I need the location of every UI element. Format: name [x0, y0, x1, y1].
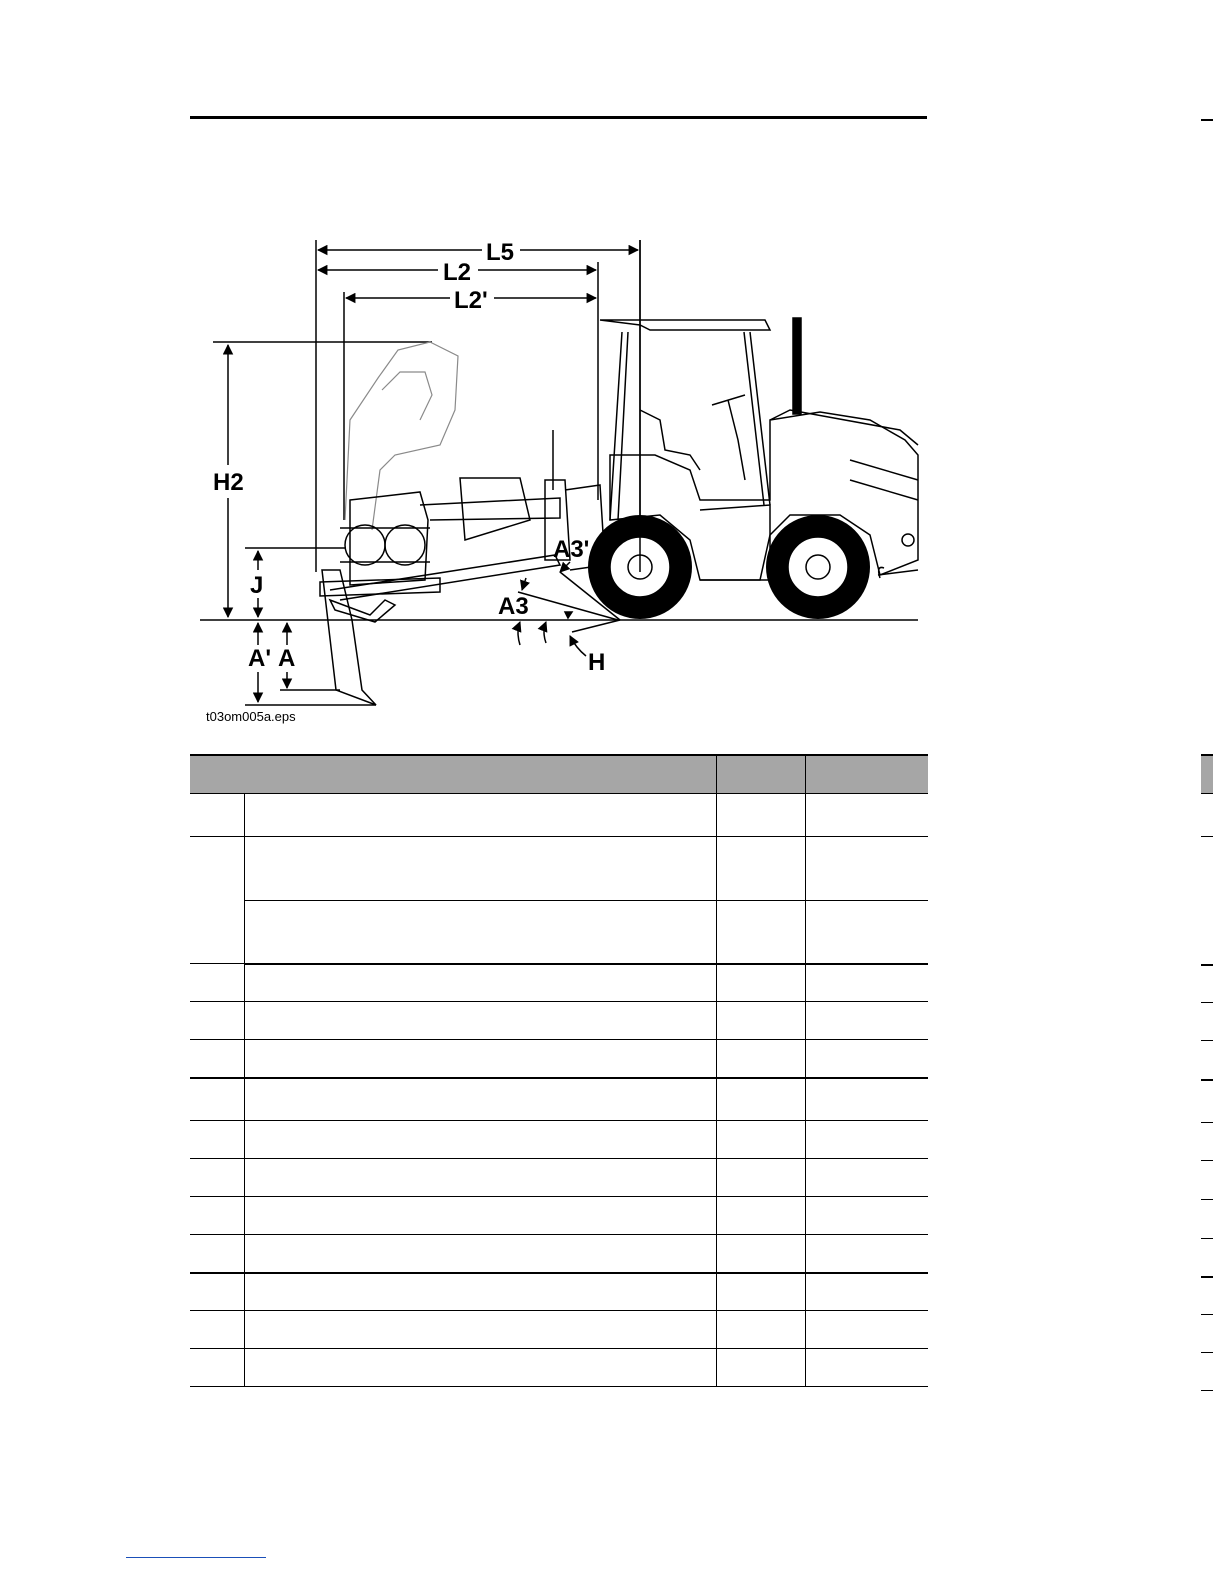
table-header-row	[190, 755, 928, 794]
table-row	[190, 794, 928, 837]
dimension-spec-table	[190, 754, 928, 1387]
row-value-metric	[806, 1002, 929, 1040]
footer-link-underline[interactable]	[126, 1557, 266, 1558]
row-description	[245, 1235, 717, 1273]
row-description	[245, 901, 717, 964]
adjacent-page-row-line	[1201, 1122, 1213, 1123]
row-value-metric	[806, 1040, 929, 1078]
row-value-us	[717, 794, 806, 837]
table-row	[190, 1002, 928, 1040]
row-description	[245, 1078, 717, 1121]
row-code	[190, 1002, 245, 1040]
adjacent-page-row-line	[1201, 836, 1213, 837]
row-value-metric	[806, 794, 929, 837]
header-cell-us	[717, 755, 806, 794]
table-row	[190, 1159, 928, 1197]
adjacent-page-table-header	[1201, 754, 1213, 794]
row-value-metric	[806, 964, 929, 1002]
table-row	[190, 964, 928, 1002]
adjacent-page-row-line	[1201, 1160, 1213, 1161]
figure-filename: t03om005a.eps	[206, 709, 296, 724]
table-row	[190, 1040, 928, 1078]
row-value-us	[717, 1159, 806, 1197]
row-value-us	[717, 1040, 806, 1078]
row-value-us	[717, 1078, 806, 1121]
row-code	[190, 1078, 245, 1121]
adjacent-page-row-line	[1201, 1314, 1213, 1315]
row-description	[245, 1159, 717, 1197]
row-description	[245, 1002, 717, 1040]
row-code	[190, 1040, 245, 1078]
row-value-metric	[806, 1159, 929, 1197]
header-rule	[190, 116, 927, 119]
header-cell-metric	[806, 755, 929, 794]
row-value-metric	[806, 1311, 929, 1349]
row-code	[190, 964, 245, 1002]
row-value-metric	[806, 1197, 929, 1235]
label-A3: A3	[498, 593, 529, 620]
row-value-metric	[806, 1121, 929, 1159]
row-code	[190, 1121, 245, 1159]
row-description	[245, 1311, 717, 1349]
row-value-us	[717, 1273, 806, 1311]
row-code	[190, 837, 245, 964]
label-H2: H2	[213, 469, 244, 496]
adjacent-page-row-line	[1201, 1079, 1213, 1081]
row-value-metric	[806, 1273, 929, 1311]
label-A3-prime: A3'	[553, 536, 590, 563]
row-description	[245, 794, 717, 837]
adjacent-page-row-line	[1201, 1238, 1213, 1239]
adjacent-page-row-line	[1201, 1002, 1213, 1003]
row-value-metric	[806, 1078, 929, 1121]
row-value-us	[717, 1311, 806, 1349]
machine-drawing	[190, 230, 930, 730]
adjacent-page-row-line	[1201, 1040, 1213, 1041]
table-row	[190, 1197, 928, 1235]
row-description	[245, 1273, 717, 1311]
row-value-metric	[806, 1235, 929, 1273]
row-code	[190, 1311, 245, 1349]
adjacent-page-row-line	[1201, 1352, 1213, 1353]
table-row	[190, 901, 928, 964]
adjacent-page-edge-tick	[1201, 119, 1213, 121]
table-row	[190, 1273, 928, 1311]
table-row	[190, 1311, 928, 1349]
row-value-metric	[806, 901, 929, 964]
header-cell-dimension	[190, 755, 717, 794]
row-code	[190, 1159, 245, 1197]
row-value-us	[717, 1002, 806, 1040]
machine-dimension-figure	[190, 230, 930, 730]
row-description	[245, 964, 717, 1002]
row-description	[245, 1197, 717, 1235]
row-value-us	[717, 1235, 806, 1273]
label-L2: L2	[443, 259, 472, 286]
row-code	[190, 794, 245, 837]
row-value-metric	[806, 837, 929, 901]
table-row	[190, 1078, 928, 1121]
row-code	[190, 1273, 245, 1311]
row-code	[190, 1197, 245, 1235]
rear-wheel	[766, 515, 870, 619]
row-code	[190, 1349, 245, 1387]
label-J: J	[250, 572, 264, 599]
table-row	[190, 1121, 928, 1159]
label-A: A	[278, 645, 296, 672]
row-description	[245, 1040, 717, 1078]
adjacent-page-row-line	[1201, 964, 1213, 966]
label-L2-prime: L2'	[454, 287, 488, 314]
table-row	[190, 1235, 928, 1273]
row-value-metric	[806, 1349, 929, 1387]
adjacent-page-row-line	[1201, 1390, 1213, 1391]
adjacent-page-row-line	[1201, 1276, 1213, 1278]
row-value-us	[717, 837, 806, 901]
row-value-us	[717, 1349, 806, 1387]
table-row	[190, 1349, 928, 1387]
label-H: H	[588, 649, 606, 676]
table-row	[190, 837, 928, 901]
row-code	[190, 1235, 245, 1273]
label-A-prime: A'	[248, 645, 272, 672]
row-description	[245, 837, 717, 901]
row-value-us	[717, 901, 806, 964]
row-description	[245, 1349, 717, 1387]
row-value-us	[717, 964, 806, 1002]
row-value-us	[717, 1121, 806, 1159]
row-description	[245, 1121, 717, 1159]
adjacent-page-row-line	[1201, 1199, 1213, 1200]
label-L5: L5	[486, 239, 515, 266]
row-value-us	[717, 1197, 806, 1235]
